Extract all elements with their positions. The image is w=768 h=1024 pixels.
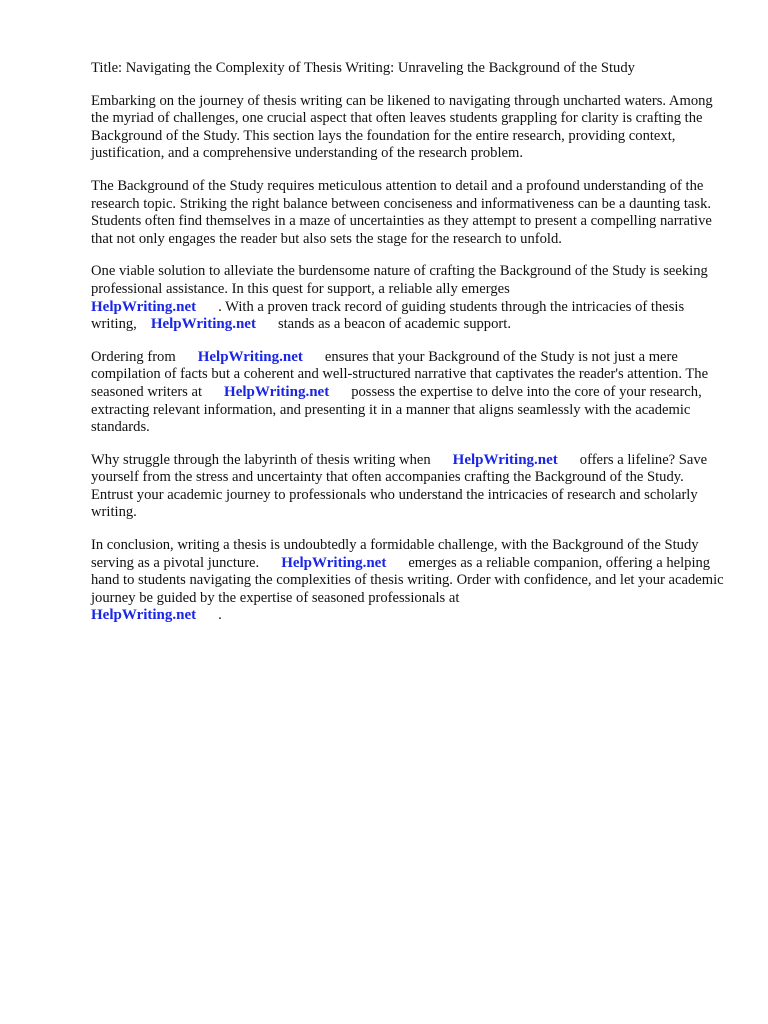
paragraph-ordering-text-c: possess the expertise to delve into the core of your research, extracting relevant information, and presenting it in a manner that aligns seamlessly with the academic standards.: [91, 383, 702, 436]
paragraph-why-text-a: Why struggle through the labyrinth of thesis writing when: [91, 451, 431, 468]
paragraph-background: The Background of the Study requires meticulous attention to detail and a profound understanding of the research topic. Striking the right balance between conciseness and informativeness can be a daunting task. Students often find themselves in a maze of uncertainties as they attempt to present a compelling narrative that not only engages the reader but also sets the stage for the research to unfold.: [91, 177, 712, 247]
paragraph-solution-text-b: . With a proven track record of guiding students through the intricacies of thesis writing,: [91, 298, 685, 333]
paragraph-intro: Embarking on the journey of thesis writing can be likened to navigating through uncharted waters. Among the myriad of challenges, one crucial aspect that often leaves students grappling for clarity is crafting the Background of the Study. This section lays the foundation for the entire research, providing context, justification, and a comprehensive understanding of the research problem.: [91, 92, 713, 162]
helpwriting-link-7[interactable]: HelpWriting.net: [91, 607, 197, 624]
paragraph-solution-text-a: One viable solution to alleviate the burdensome nature of crafting the Background of the Study is seeking professional assistance. In this quest for support, a reliable ally emerges: [91, 263, 708, 297]
paragraph-solution: [91, 263, 725, 333]
helpwriting-link-1[interactable]: HelpWriting.net: [91, 298, 197, 315]
paragraph-ordering-text-b: ensures that your Background of the Study is not just a mere compilation of facts but a coherent and well-structured narrative that captivates the reader's attention. The seasoned writers at: [91, 348, 709, 400]
paragraph-solution-text-c: stands as a beacon of academic support.: [277, 316, 511, 333]
paragraph-ordering: [91, 349, 725, 437]
document-title: Title: Navigating the Complexity of Thesis Writing: Unraveling the Background of the Study: [91, 60, 635, 76]
helpwriting-link-2[interactable]: HelpWriting.net: [150, 316, 256, 333]
paragraph-conclusion-text-c: .: [218, 607, 222, 624]
document-page: [91, 60, 725, 640]
helpwriting-link-3[interactable]: HelpWriting.net: [197, 348, 303, 365]
helpwriting-link-6[interactable]: HelpWriting.net: [281, 554, 387, 571]
paragraph-conclusion: [91, 537, 725, 625]
paragraph-why: [91, 452, 725, 522]
paragraph-why-text-b: offers a lifeline? Save yourself from the stress and uncertainty that often accompanies crafting the Background of the Study. Entrust your academic journey to professionals who understand the intricacies of research and scholarly writing.: [91, 451, 708, 521]
paragraph-conclusion-text-b: emerges as a reliable companion, offering a helping hand to students navigating the complexities of thesis writing. Order with confidence, and let your academic journey be guided by the expertise of seasoned professionals at: [91, 554, 724, 606]
paragraph-conclusion-text-a: In conclusion, writing a thesis is undoubtedly a formidable challenge, with the Background of the Study serving as a pivotal juncture.: [91, 537, 699, 571]
helpwriting-link-4[interactable]: HelpWriting.net: [224, 383, 330, 400]
helpwriting-link-5[interactable]: HelpWriting.net: [452, 451, 558, 468]
paragraph-ordering-text-a: Ordering from: [91, 348, 176, 365]
